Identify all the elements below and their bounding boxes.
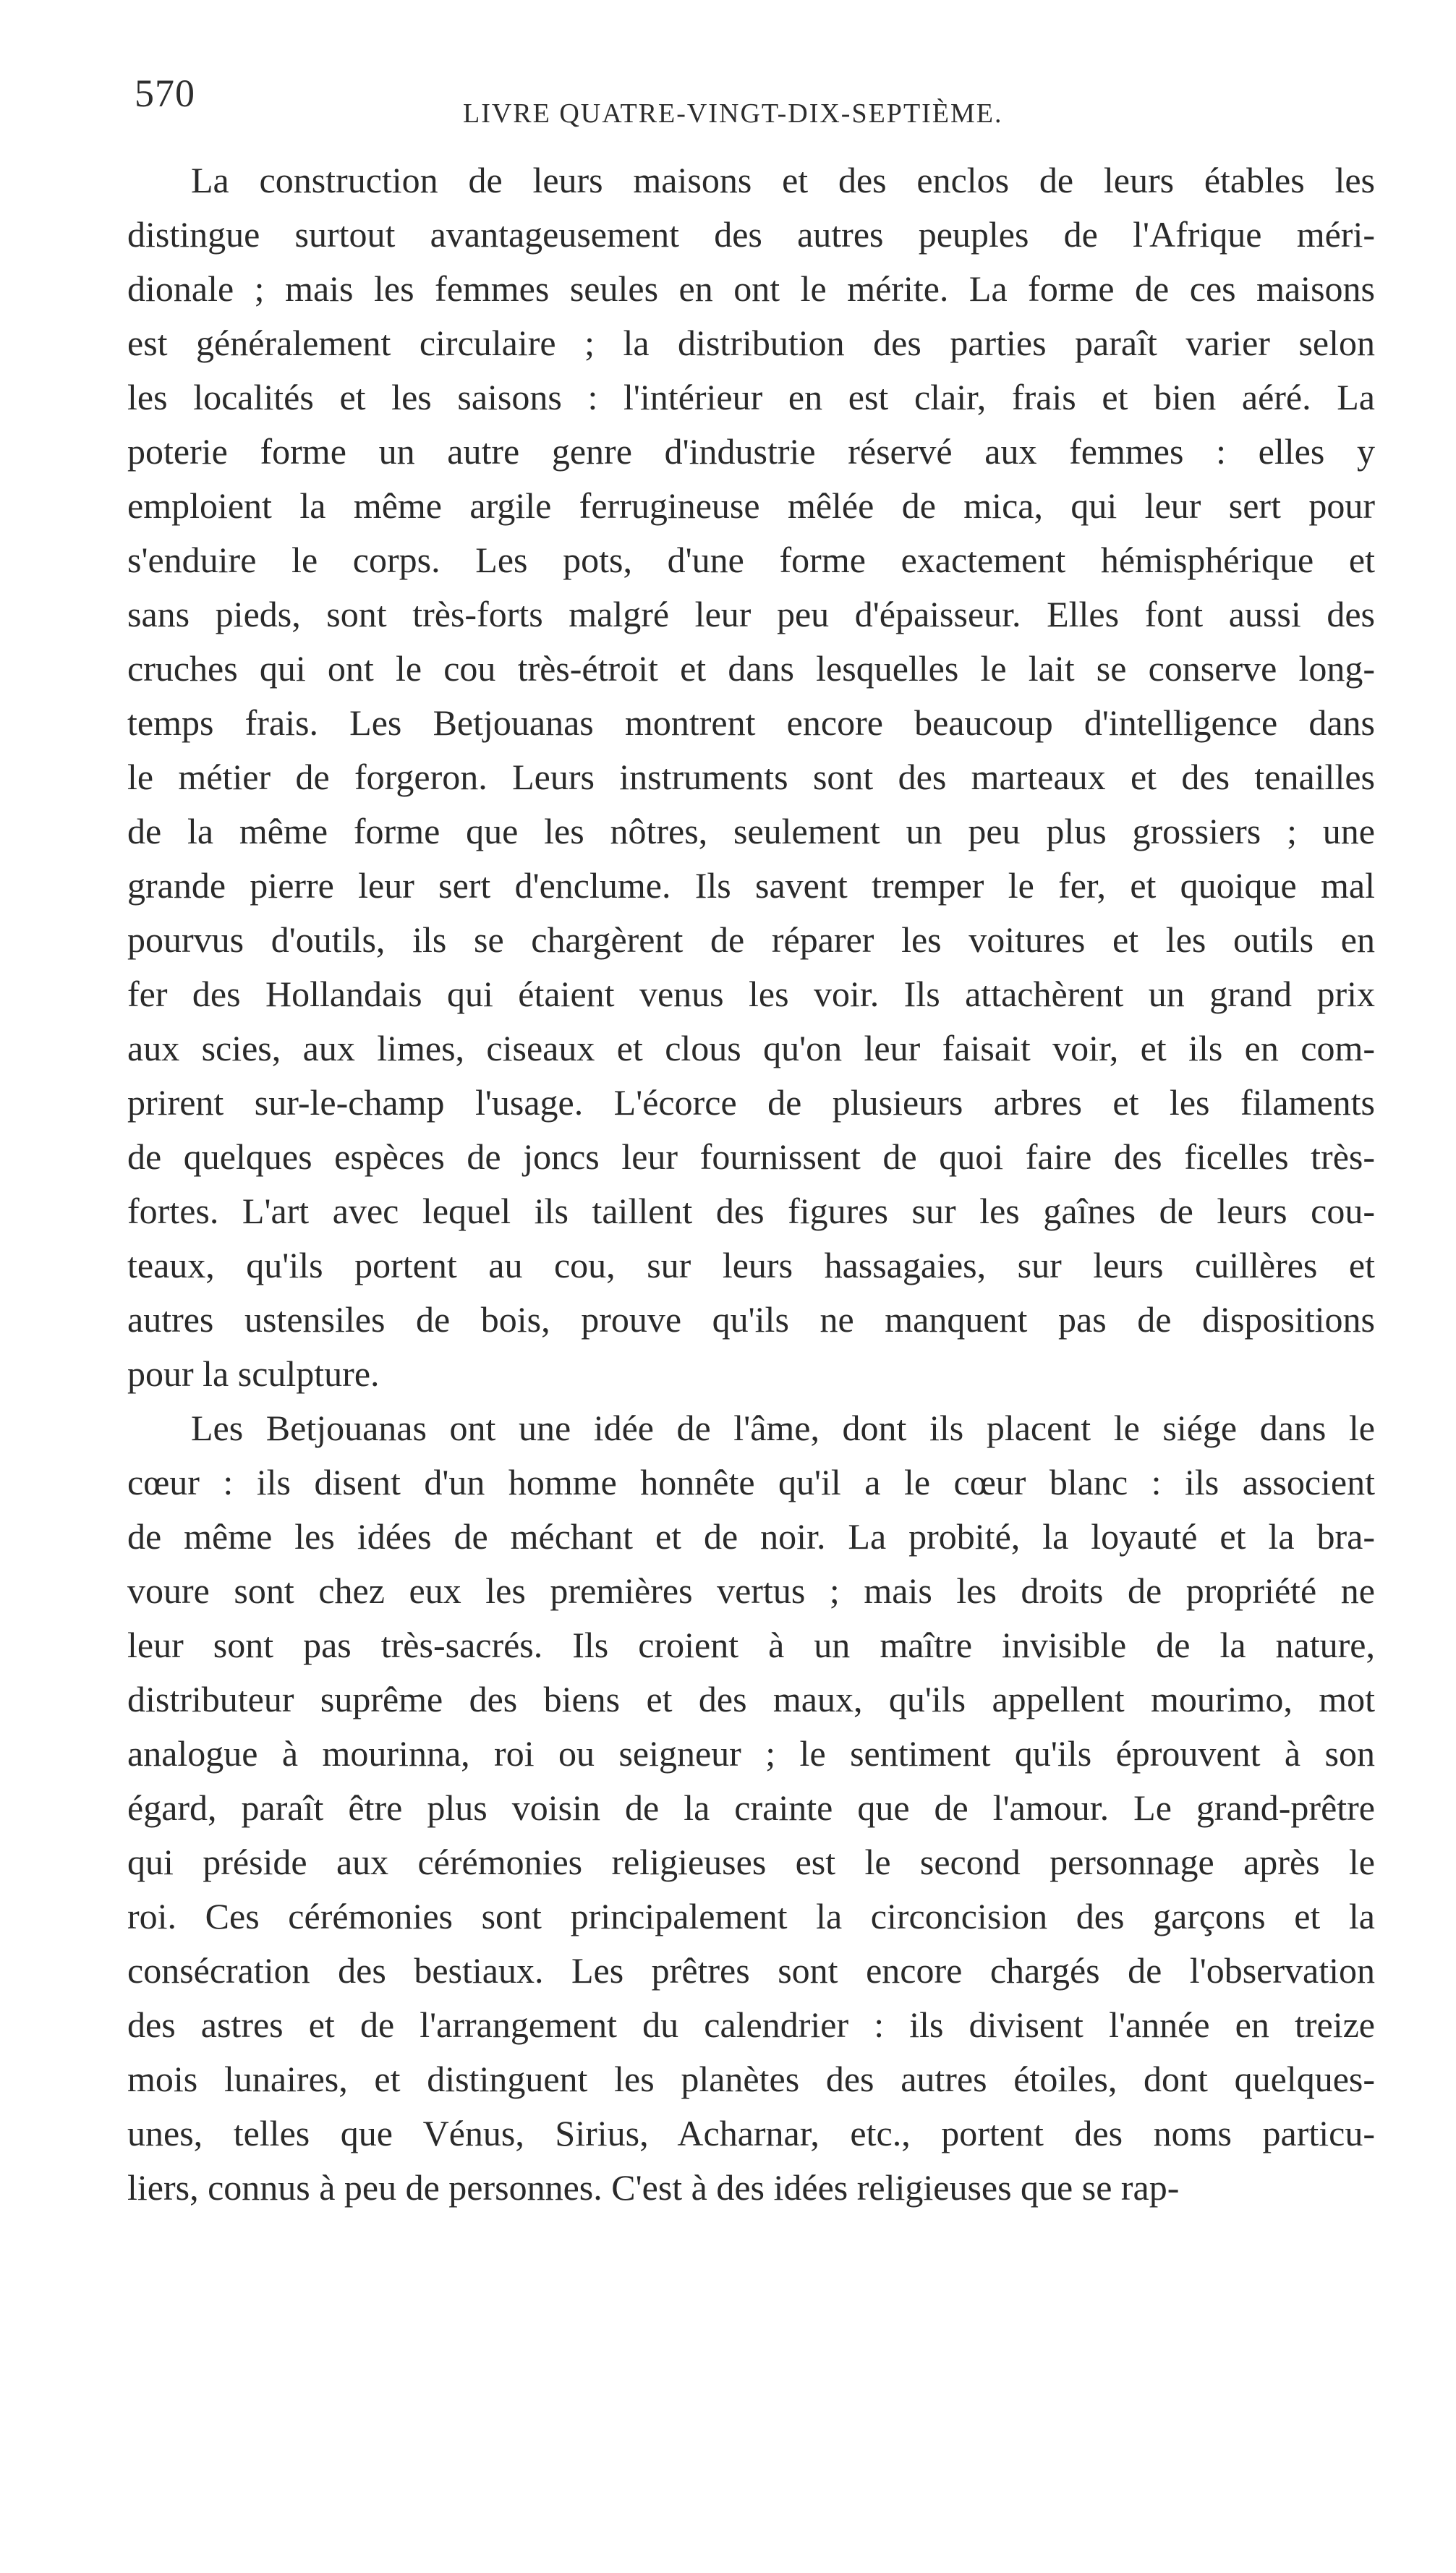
- text-line: leur sont pas très-sacrés. Ils croient à un maître invisible de la nature,: [127, 1625, 1375, 1665]
- text-line: est généralement circulaire ; la distribution des parties paraît varier selon: [127, 323, 1375, 363]
- text-line: voure sont chez eux les premières vertus ; mais les droits de propriété ne: [127, 1570, 1375, 1611]
- text-line: liers, connus à peu de personnes. C'est à des idées religieuses que se rap-: [127, 2167, 1180, 2208]
- text-line: dionale ; mais les femmes seules en ont le mérite. La forme de ces maisons: [127, 268, 1375, 309]
- text-line: La construction de leurs maisons et des enclos de leurs étables les: [191, 160, 1375, 200]
- text-line: teaux, qu'ils portent au cou, sur leurs hassagaies, sur leurs cuillères et: [127, 1245, 1375, 1285]
- page-number: 570: [135, 72, 195, 115]
- text-line: emploient la même argile ferrugineuse mêlée de mica, qui leur sert pour: [127, 485, 1375, 526]
- text-line: poterie forme un autre genre d'industrie réservé aux femmes : elles y: [127, 431, 1375, 472]
- text-line: mois lunaires, et distinguent les planètes des autres étoiles, dont quelques-: [127, 2059, 1375, 2099]
- text-line: grande pierre leur sert d'enclume. Ils savent tremper le fer, et quoique mal: [127, 865, 1375, 906]
- text-line: analogue à mourinna, roi ou seigneur ; le sentiment qu'ils éprouvent à son: [127, 1733, 1375, 1774]
- body-text: [127, 153, 1375, 2215]
- text-line: distingue surtout avantageusement des autres peuples de l'Afrique méri-: [127, 214, 1375, 255]
- text-line: distributeur suprême des biens et des maux, qu'ils appellent mourimo, mot: [127, 1679, 1375, 1719]
- paragraph-container: [127, 153, 1375, 2215]
- paragraph: [127, 1401, 1375, 2215]
- text-line: unes, telles que Vénus, Sirius, Acharnar, etc., portent des noms particu-: [127, 2113, 1375, 2153]
- running-title: LIVRE QUATRE-VINGT-DIX-SEPTIÈME.: [463, 98, 1003, 129]
- text-line: roi. Ces cérémonies sont principalement la circoncision des garçons et la: [127, 1896, 1375, 1936]
- text-line: autres ustensiles de bois, prouve qu'ils ne manquent pas de dispositions: [127, 1299, 1375, 1340]
- text-line: cruches qui ont le cou très-étroit et dans lesquelles le lait se conserve long-: [127, 648, 1375, 689]
- text-line: pourvus d'outils, ils se chargèrent de réparer les voitures et les outils en: [127, 919, 1375, 960]
- text-line: consécration des bestiaux. Les prêtres sont encore chargés de l'observation: [127, 1950, 1375, 1991]
- text-line: fortes. L'art avec lequel ils taillent des figures sur les gaînes de leurs cou-: [127, 1191, 1375, 1231]
- text-line: cœur : ils disent d'un homme honnête qu'il a le cœur blanc : ils associent: [127, 1462, 1375, 1502]
- text-line: sans pieds, sont très-forts malgré leur peu d'épaisseur. Elles font aussi des: [127, 594, 1375, 634]
- text-line: temps frais. Les Betjouanas montrent encore beaucoup d'intelligence dans: [127, 702, 1375, 743]
- text-line: de quelques espèces de joncs leur fournissent de quoi faire des ficelles très-: [127, 1136, 1375, 1177]
- text-line: Les Betjouanas ont une idée de l'âme, dont ils placent le siége dans le: [191, 1408, 1375, 1448]
- text-line: des astres et de l'arrangement du calendrier : ils divisent l'année en treize: [127, 2004, 1375, 2045]
- text-line: qui préside aux cérémonies religieuses est le second personnage après le: [127, 1842, 1375, 1882]
- text-line: égard, paraît être plus voisin de la crainte que de l'amour. Le grand-prêtre: [127, 1787, 1375, 1828]
- text-line: pour la sculpture.: [127, 1353, 380, 1394]
- text-line: les localités et les saisons : l'intérieur en est clair, frais et bien aéré. La: [127, 377, 1375, 417]
- text-line: aux scies, aux limes, ciseaux et clous qu'on leur faisait voir, et ils en com-: [127, 1028, 1375, 1068]
- text-line: s'enduire le corps. Les pots, d'une forme exactement hémisphérique et: [127, 540, 1375, 580]
- text-line: de la même forme que les nôtres, seulement un peu plus grossiers ; une: [127, 811, 1375, 851]
- text-line: prirent sur-le-champ l'usage. L'écorce de plusieurs arbres et les filaments: [127, 1082, 1375, 1123]
- text-line: le métier de forgeron. Leurs instruments sont des marteaux et des tenailles: [127, 757, 1375, 797]
- text-line: fer des Hollandais qui étaient venus les voir. Ils attachèrent un grand prix: [127, 974, 1375, 1014]
- paragraph: [127, 153, 1375, 1401]
- text-line: de même les idées de méchant et de noir. La probité, la loyauté et la bra-: [127, 1516, 1375, 1557]
